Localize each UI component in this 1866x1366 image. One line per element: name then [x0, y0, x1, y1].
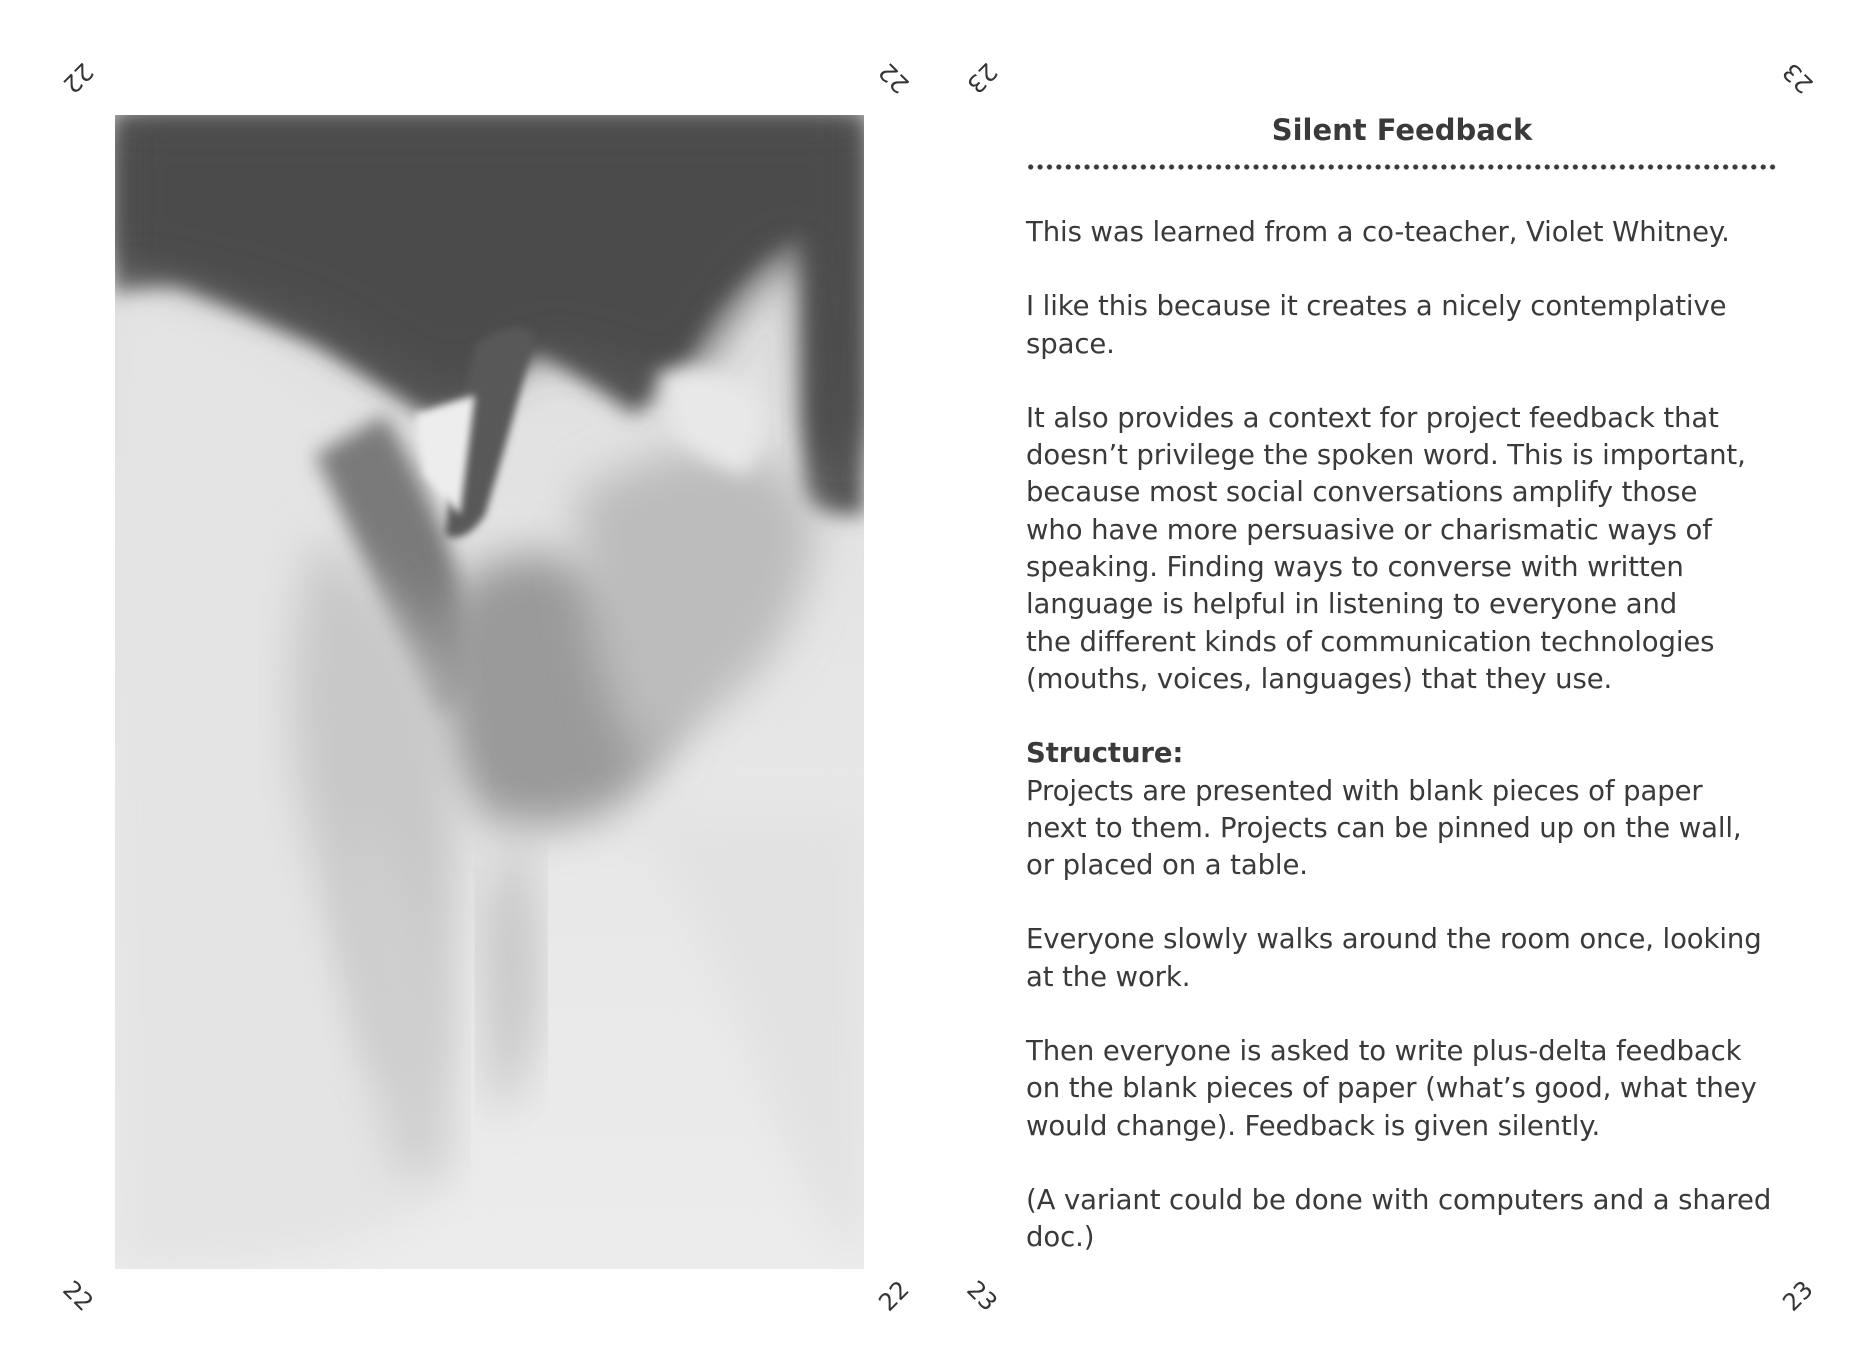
page-number-bottom-left: 22: [57, 1275, 99, 1317]
paragraph-context: It also provides a context for project feedback that doesn’t privilege the spoken word. This is important, because most social conversations amplify those who have more persuasive or charismatic ways of speaking. Finding ways to converse with written language is helpful in listening to everyone and the different kinds of communication technologies (mouths, voices, languages) that they use.: [1026, 401, 1746, 695]
page-number-top-right: 23: [1777, 57, 1819, 99]
article: [1026, 108, 1778, 1257]
paragraph-variant: (A variant could be done with computers and a shared doc.): [1026, 1183, 1772, 1254]
paragraph-walk: Everyone slowly walks around the room once, looking at the work.: [1026, 923, 1762, 993]
page-number-bottom-right: 23: [1777, 1275, 1819, 1317]
paragraph-write-feedback: Then everyone is asked to write plus-delta feedback on the blank pieces of paper (what’s good, what they would change). Feedback is given silently.: [1026, 1035, 1757, 1142]
page-number-bottom-left-right-page: 23: [961, 1275, 1003, 1317]
page-number-bottom-right-left-page: 22: [873, 1275, 915, 1317]
structure-heading: Structure:: [1026, 737, 1184, 770]
page-number-top-right-left-page: 22: [873, 57, 915, 99]
paragraph-why: I like this because it creates a nicely contemplative space.: [1026, 290, 1727, 360]
paragraph-structure: Projects are presented with blank pieces of paper next to them. Projects can be pinned up on the wall, or placed on a table.: [1026, 774, 1742, 882]
photo-hands-image: [115, 115, 864, 1269]
paragraph-source: This was learned from a co-teacher, Violet Whitney.: [1026, 216, 1730, 248]
hands-photo: [115, 115, 864, 1269]
page-number-top-left: 22: [57, 57, 99, 99]
structure-section: [1026, 735, 1778, 884]
article-title: Silent Feedback: [1271, 113, 1533, 147]
dotted-title-divider: [1026, 164, 1778, 170]
page-number-top-left-right-page: 23: [961, 57, 1003, 99]
